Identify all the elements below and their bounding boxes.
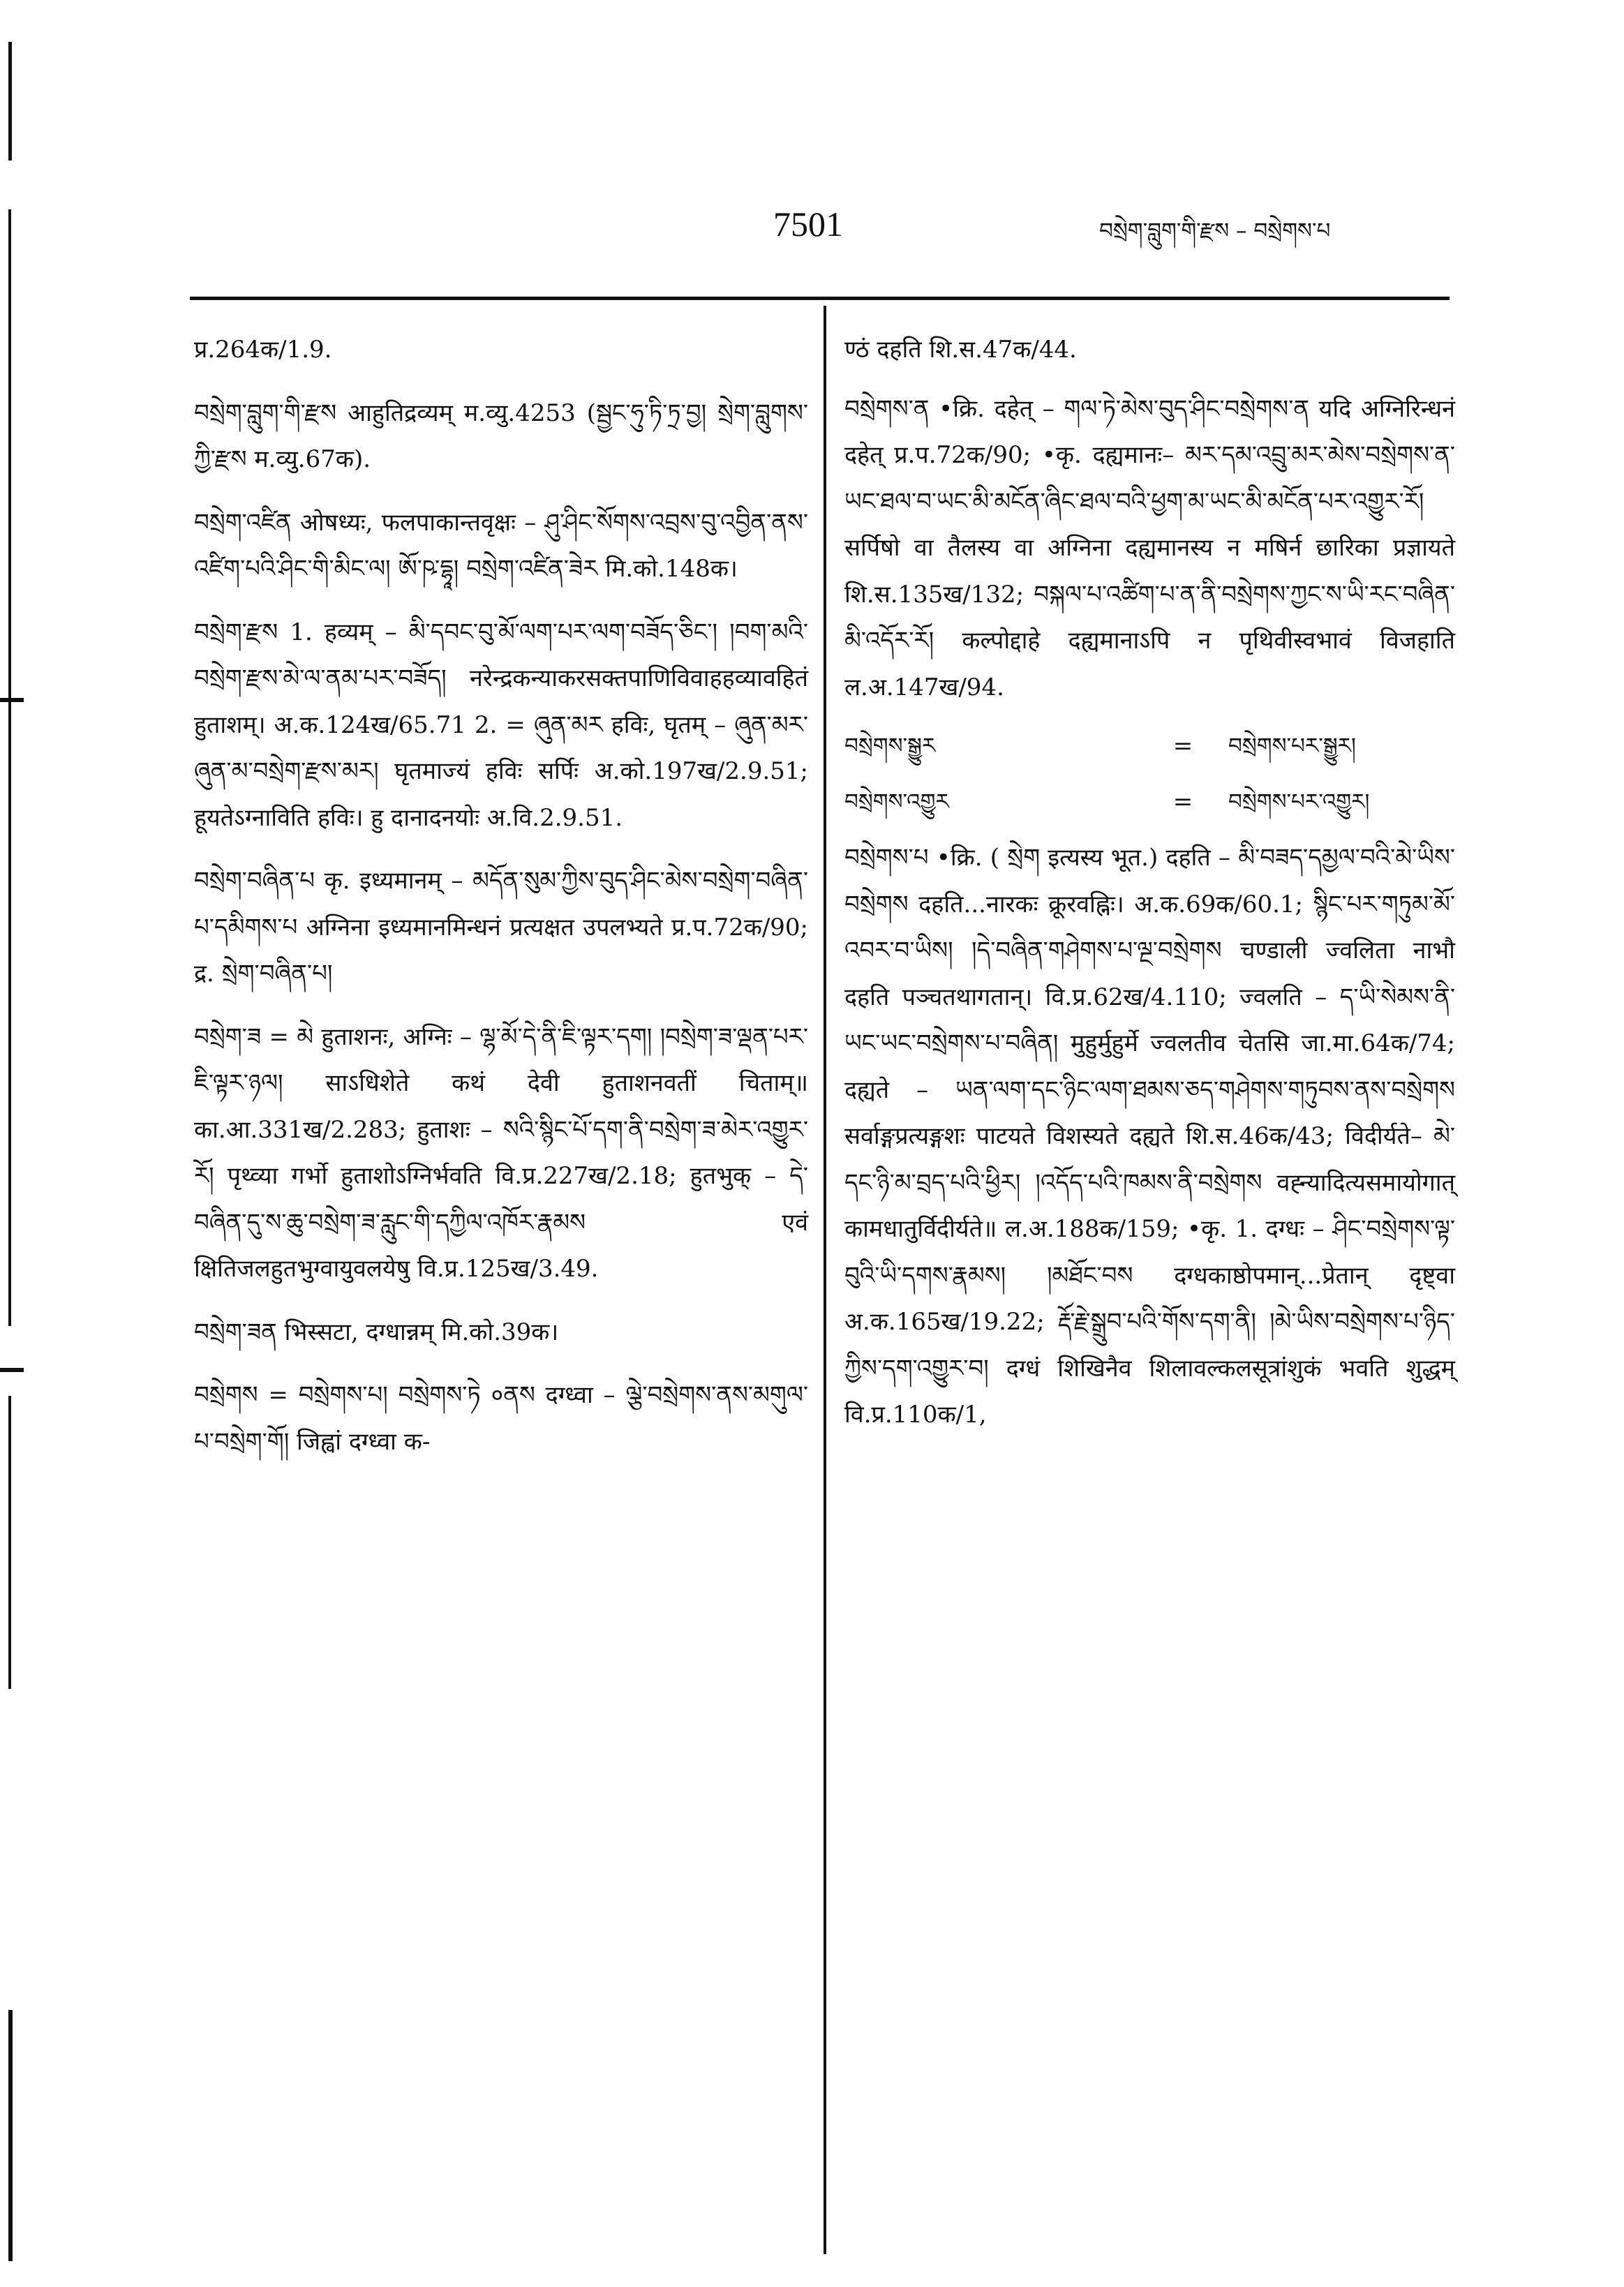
xref-target: བསྲེགས་པར་སྒྱུར།	[1228, 733, 1356, 759]
xref-equals: =	[1172, 732, 1193, 760]
column-divider	[824, 306, 826, 2254]
running-head: བསྲེག་བླུག་གི་རྫས – བསྲེགས་པ	[1099, 218, 1331, 244]
dictionary-entry: བསྲེགས་ན •क्रि. दहेत् – གལ་ཏེ་མེས་བུད་ཤིང་བསྲེགས་ན यदि अग्निरिन्धनं दहेत् प्र.प.72क/90; •कृ. दह्यमानः– མར་དམ་འབྲུ་མར་མེས་བསྲེགས་ན་ཡང་ཐལ་བ་ཡང་མི་མངོན་ཞིང་ཐལ་བའི་ཕྱག་མ་ཡང་མི་མངོན་པར་འགྱུར་རོ། सर्पिषो वा तैलस्य वा अग्निना दह्यमानस्य न मषिर्न छारिका प्रज्ञायते शि.स.135ख/132; བསྐལ་པ་འཚིག་པ་ན་ནི་བསྲེགས་ཀྱང་ས་ཡི་རང་བཞིན་མི་འདོར་རོ། कल्पोद्दाहे दह्यमानाऽपि न पृथिवीस्वभावं विजहाति ल.अ.147ख/94.	[844, 394, 1455, 701]
page-header	[0, 204, 1624, 260]
page-edge-shadow	[8, 209, 11, 1326]
page-number: 7501	[773, 204, 843, 244]
dictionary-entry: བསྲེགས = བསྲེགས་པ། བསྲེགས་ཏེ ०ནས दग्ध्वा – ལྕེ་བསྲེགས་ནས་མགུལ་པ་བསྲེག་གོ། जिह्वां दग्ध्वा क-	[194, 1381, 808, 1456]
header-rule	[190, 297, 1450, 300]
dictionary-entry: བསྲེག་རྫས 1. हव्यम् – མི་དབང་བུ་མོ་ལག་པར་ལག་བཟོད་ཅིང་། །བག་མའི་བསྲེག་རྫས་མེ་ལ་ནམ་པར་བཟོད། नरेन्द्रकन्याकरसक्तपाणिविवाहहव्यावहितं हुताशम्। अ.क.124ख/65.71 2. = ཞུན་མར हविः, घृतम् – ཞུན་མར་ཞུན་མ་བསྲེག་རྫས་མར། घृतमाज्यं हविः सर्पिः अ.को.197ख/2.9.51; हूयतेऽग्नाविति हविः। हु दानादनयोः अ.वि.2.9.51.	[194, 618, 808, 832]
page-edge-tick	[0, 698, 24, 702]
page-edge-shadow	[8, 42, 12, 161]
page-edge-shadow	[8, 2010, 13, 2261]
xref-term: བསྲེགས་སྒྱུར	[844, 733, 936, 759]
dictionary-entry: བསྲེག་བླུག་གི་རྫས आहुतिद्रव्यम् म.व्यु.4253 (སྦྱང་ཧུ་ཏི་ཏྲ་བྱ། སྲེག་བླུགས་ཀྱི་རྫས म.व्यु.67क).	[194, 398, 808, 473]
dictionary-entry: प्र.264क/1.9.	[194, 336, 332, 364]
xref-equals: =	[1172, 788, 1193, 816]
xref-term: བསྲེགས་འགྱུར	[844, 789, 949, 814]
dictionary-entry: བསྲེག་ཟན भिस्सटा, दग्धान्नम् मि.को.39क।	[194, 1318, 559, 1346]
cross-reference	[844, 779, 1455, 825]
page-edge-shadow	[8, 1396, 11, 1689]
left-column	[194, 327, 808, 1482]
dictionary-entry: ण्ठं दहति शि.स.47क/44.	[844, 336, 1077, 364]
xref-target: བསྲེགས་པར་འགྱུར།	[1228, 789, 1370, 814]
dictionary-entry: བསྲེག་ཟ = མེ हुताशनः, अग्निः – ལྷ་མོ་དེ་ནི་ཇི་ལྟར་དག། །བསྲེག་ཟ་ལྡན་པར་ཇི་ལྟར་ཉལ། साऽधिशेते कथं देवी हुताशनवतीं चिताम्॥ का.आ.331ख/2.283; हुताशः – སའི་སྙིང་པོ་དག་ནི་བསྲེག་ཟ་མེར་འགྱུར་རོ། पृथ्व्या गर्भो हुताशोऽग्निर्भवति वि.प्र.227ख/2.18; हुतभुक् – དེ་བཞིན་དུ་ས་ཆུ་བསྲེག་ཟ་རླུང་གི་དཀྱིལ་འཁོར་རྣམས एवं क्षितिजलहुतभुग्वायुवलयेषु वि.प्र.125ख/3.49.	[194, 1022, 808, 1283]
cross-reference	[844, 723, 1455, 769]
dictionary-entry: བསྲེག་བཞིན་པ कृ. इध्यमानम् – མདོན་སུམ་ཀྱིས་བུད་ཤིང་མེས་བསྲེག་བཞིན་པ་དམིགས་པ अग्निना इध्यमानमिन्धनं प्रत्यक्षत उपलभ्यते प्र.प.72क/90; द्र. སྲེག་བཞིན་པ།	[194, 867, 808, 988]
dictionary-entry: བསྲེག་འཛིན ओषध्यः, फलपाकान्तवृक्षः – ཤུ་ཤིང་སོགས་འབྲས་བུ་འབྱིན་ནས་འཛིག་པའི་ཤིང་གི་མིང་ལ། ཨོ་ཥ་དྷཱ། བསྲེག་འཛིན་ཟེར मि.को.148क।	[194, 508, 808, 583]
right-column	[844, 327, 1455, 1451]
page-edge-tick	[0, 1368, 24, 1372]
dictionary-entry: བསྲེགས་པ •क्रि. ( སྲེག इत्यस्य भूत.) दहति – མི་བཟད་དམྱལ་བའི་མེ་ཡིས་བསྲེགས दहति...नारकः क्रूरवह्निः। अ.क.69क/60.1; སྙིང་པར་གཏུམ་མོ་འབར་བ་ཡིས། །དེ་བཞིན་གཤེགས་པ་ལྔ་བསྲེགས चण्डाली ज्वलिता नाभौ दहति पञ्चतथागतान्। वि.प्र.62ख/4.110; ज्वलति – ད་ཡི་སེམས་ནི་ཡང་ཡང་བསྲེགས་པ་བཞིན། मुहुर्मुहुर्मे ज्वलतीव चेतसि जा.मा.64क/74; दह्यते – ཡན་ལག་དང་ཉིང་ལག་ཐམས་ཅད་གཤེགས་གཏུབས་ནས་བསྲེགས सर्वाङ्गप्रत्यङ्गशः पाटयते विशस्यते दह्यते शि.स.46क/43; विदीर्यते– མེ་དང་ཉི་མ་བྲད་པའི་ཕྱིར། །འདོད་པའི་ཁམས་ནི་བསྲེགས वह्न्यादित्यसमायोगात् कामधातुर्विदीर्यते॥ ल.अ.188क/159; •कृ. 1. दग्धः – ཤིང་བསྲེགས་ལྟ་བུའི་ཡི་དགས་རྣམས། །མཐོང་བས दग्धकाष्ठोपमान्...प्रेतान् दृष्ट्वा अ.क.165ख/19.22; རྡོ་རྗེ་སྒྲུབ་པའི་གོས་དག་ནི། །མེ་ཡིས་བསྲེགས་པ་ཉིད་ཀྱིས་དག་འགྱུར་བ། दग्धं शिखिनैव शिलावल्कलसूत्रांशुकं भवति शुद्धम् वि.प्र.110क/1,	[844, 844, 1455, 1429]
